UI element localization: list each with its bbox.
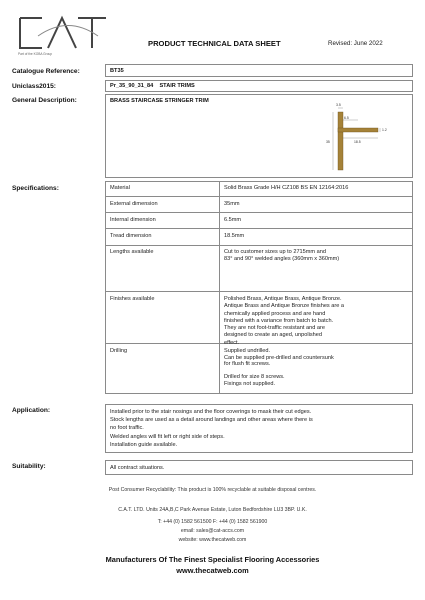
profile-diagram bbox=[324, 98, 410, 176]
finishes-line: They are not foot-traffic resistant and are bbox=[224, 325, 325, 332]
finishes-line: effect. bbox=[224, 339, 240, 346]
drilling-line bbox=[224, 368, 334, 375]
spec-key-external: External dimension bbox=[110, 201, 158, 207]
company-email: email: sales@cat-accs.com bbox=[180, 528, 245, 534]
spec-key-lengths: Lengths available bbox=[110, 249, 154, 255]
spec-value-drilling bbox=[224, 348, 334, 388]
general-value: BRASS STAIRCASE STRINGER TRIM bbox=[110, 98, 209, 104]
general-label: General Description: bbox=[12, 97, 77, 104]
company-phone: T: +44 (0) 1582 561500 F: +44 (0) 1582 561900 bbox=[157, 519, 268, 525]
company-address: C.A.T. LTD. Units 24A,B,C Park Avenue Estate, Luton Bedfordshire LU3 3BP. U.K. bbox=[118, 507, 307, 513]
finishes-line: chemically applied process and are hand bbox=[224, 310, 326, 317]
application-line: Installed prior to the stair nosings and the floor coverings to mask their cut edges. bbox=[110, 409, 312, 415]
uniclass-box bbox=[105, 80, 413, 92]
catalogue-box bbox=[105, 64, 413, 77]
dim-right: 1.2 bbox=[382, 128, 387, 132]
dim-tread: 18.5 bbox=[354, 140, 361, 144]
spec-value-material: Solid Brass Grade H/H CZ108 BS EN 12164:2016 bbox=[224, 185, 349, 191]
catalogue-label: Catalogue Reference: bbox=[12, 68, 80, 75]
spec-value-tread: 18.5mm bbox=[224, 233, 245, 239]
manufacturers-tagline: Manufacturers Of The Finest Specialist Flooring Accessories bbox=[105, 555, 320, 564]
application-line: Welded angles will fit left or right side of steps. bbox=[110, 433, 225, 440]
application-text bbox=[110, 408, 313, 449]
dim-mid: 6.5 bbox=[344, 116, 349, 120]
suitability-value: All contract situations. bbox=[110, 464, 165, 471]
dim-top: 3.5 bbox=[336, 103, 341, 107]
drilling-line: Drilled for size 8 screws. bbox=[224, 374, 285, 381]
lengths-line: 83° and 90° welded angles (360mm x 360mm) bbox=[224, 256, 340, 263]
general-box bbox=[105, 94, 413, 178]
drilling-line: for flush fit screws. bbox=[224, 361, 271, 368]
logo-tagline: Part of the KOBA Group bbox=[18, 52, 53, 56]
specifications-label: Specifications: bbox=[12, 185, 59, 192]
revised-date: Revised: June 2022 bbox=[328, 40, 383, 47]
spec-key-finishes: Finishes available bbox=[110, 296, 155, 302]
spec-key-material: Material bbox=[110, 185, 130, 191]
application-label: Application: bbox=[12, 407, 51, 414]
catalogue-value: BT35 bbox=[110, 67, 124, 74]
suitability-box bbox=[105, 460, 413, 475]
drilling-line: Supplied undrilled. bbox=[224, 348, 271, 354]
uniclass-label: Uniclass2015: bbox=[12, 83, 56, 90]
dim-height: 35 bbox=[326, 140, 330, 144]
suitability-label: Suitability: bbox=[12, 463, 46, 470]
uniclass-value: Pr_35_90_31_84 STAIR TRIMS bbox=[110, 83, 195, 89]
company-website: website: www.thecatweb.com bbox=[178, 537, 247, 543]
spec-value-internal: 6.5mm bbox=[224, 217, 242, 223]
recyclability-note: Post Consumer Recyclability: This product is 100% recyclable at suitable disposal centres. bbox=[108, 487, 317, 493]
finishes-line: Polished Brass, Antique Brass, Antique Bronze. bbox=[224, 296, 342, 302]
finishes-line: designed to create an aged, unpolished bbox=[224, 332, 322, 339]
spec-value-lengths bbox=[224, 249, 339, 264]
drilling-line: Fixings not supplied. bbox=[224, 380, 275, 387]
website-footer: www.thecatweb.com bbox=[176, 566, 249, 575]
doc-title: PRODUCT TECHNICAL DATA SHEET bbox=[148, 39, 281, 48]
spec-key-internal: Internal dimension bbox=[110, 217, 156, 223]
lengths-line: Cut to customer sizes up to 2715mm and bbox=[224, 249, 326, 255]
application-box bbox=[105, 404, 413, 453]
spec-key-drilling: Drilling bbox=[110, 348, 128, 354]
drilling-line: Can be supplied pre-drilled and countersunk bbox=[224, 354, 334, 361]
application-line: Stock lengths are used as a detail around landings and other areas where there is bbox=[110, 417, 313, 424]
application-line: no foot traffic. bbox=[110, 425, 144, 432]
finishes-line: finished with a variance from batch to batch. bbox=[224, 317, 334, 324]
application-line: Installation guide available. bbox=[110, 441, 178, 448]
spec-value-external: 35mm bbox=[224, 201, 240, 207]
cat-logo bbox=[18, 14, 108, 54]
spec-value-finishes bbox=[224, 296, 344, 347]
finishes-line: Antique Brass and Antique Bronze finishes are a bbox=[224, 303, 345, 310]
spec-key-tread: Tread dimension bbox=[110, 233, 152, 239]
